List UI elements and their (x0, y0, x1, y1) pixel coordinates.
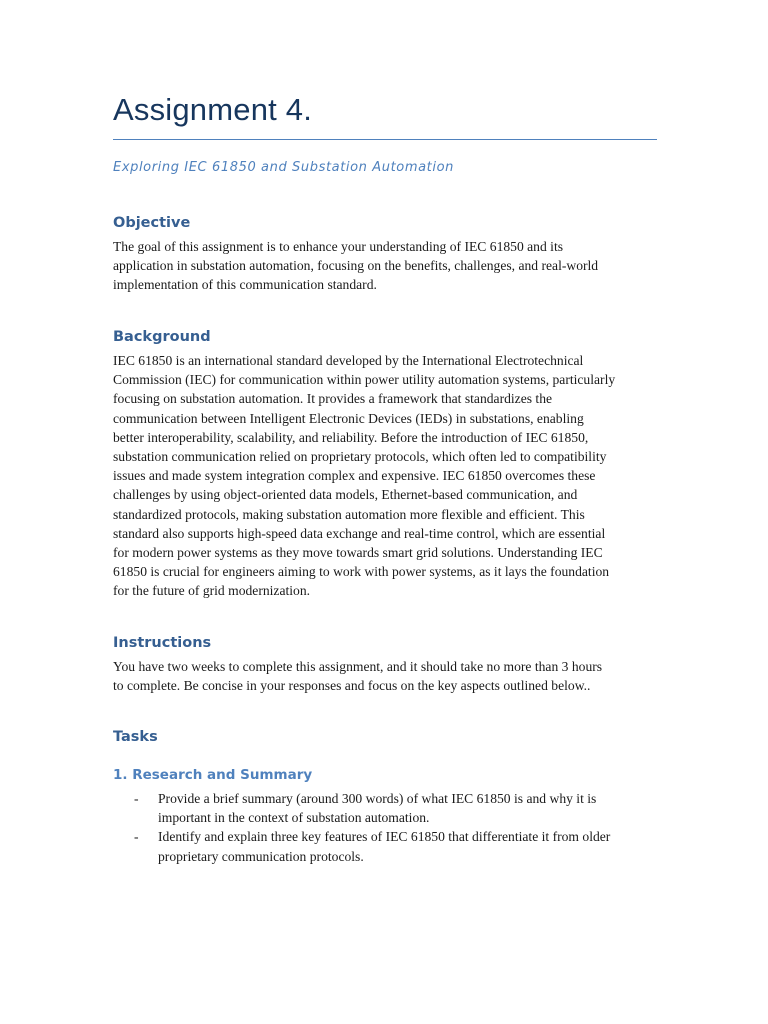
bullet-line: important in the context of substation automation. (158, 810, 430, 826)
list-item (113, 789, 657, 827)
objective-paragraph (113, 237, 657, 295)
bullet-line: Identify and explain three key features of IEC 61850 that differentiate it from older (158, 829, 611, 845)
task-1-bullet-list (113, 789, 657, 866)
bullet-line: Provide a brief summary (around 300 words) of what IEC 61850 is and why it is (158, 791, 597, 806)
instructions-line: to complete. Be concise in your responses and focus on the key aspects outlined below.. (113, 678, 591, 694)
objective-line: implementation of this communication standard. (113, 277, 377, 293)
objective-heading: Objective (113, 215, 191, 231)
background-line: for modern power systems as they move towards smart grid solutions. Understanding IEC (113, 545, 603, 561)
document-subtitle: Exploring IEC 61850 and Substation Automation (113, 160, 454, 175)
background-line: IEC 61850 is an international standard developed by the International Electrotechnical (113, 353, 584, 368)
background-line: for the future of grid modernization. (113, 583, 311, 599)
objective-line: The goal of this assignment is to enhance your understanding of IEC 61850 and its (113, 239, 564, 254)
task-1-heading: 1. Research and Summary (113, 767, 313, 783)
objective-line: application in substation automation, focusing on the benefits, challenges, and real-world (113, 258, 599, 274)
background-line: communication between Intelligent Electronic Devices (IEDs) in substations, enabling (113, 410, 584, 426)
background-line: better interoperability, scalability, and reliability. Before the introduction of IEC 61850, (113, 429, 589, 445)
background-line: challenges by using object-oriented data models, Ethernet-based communication, and (113, 487, 578, 503)
background-line: standardized protocols, making substation automation more flexible and efficient. This (113, 506, 585, 522)
background-line: 61850 is crucial for engineers aiming to work with power systems, as it lays the foundation (113, 564, 610, 580)
document-title: Assignment 4. (113, 92, 313, 127)
list-item (113, 827, 657, 865)
bullet-line: proprietary communication protocols. (158, 848, 364, 864)
background-paragraph (113, 351, 657, 601)
tasks-heading: Tasks (113, 729, 158, 745)
bullet-marker: - (134, 829, 139, 845)
background-line: issues and made system integration complex and expensive. IEC 61850 overcomes these (113, 468, 596, 484)
background-heading: Background (113, 329, 211, 345)
background-line: substation communication relied on proprietary protocols, which often led to compatibility (113, 449, 607, 465)
background-line: standard also supports high-speed data exchange and real-time control, which are essential (113, 525, 606, 541)
background-line: focusing on substation automation. It provides a framework that standardizes the (113, 391, 553, 407)
instructions-heading: Instructions (113, 635, 212, 651)
title-divider (113, 139, 657, 140)
instructions-paragraph (113, 657, 657, 695)
bullet-marker: - (134, 791, 139, 806)
instructions-line: You have two weeks to complete this assignment, and it should take no more than 3 hours (113, 659, 603, 674)
background-line: Commission (IEC) for communication within power utility automation systems, particularly (113, 372, 616, 388)
